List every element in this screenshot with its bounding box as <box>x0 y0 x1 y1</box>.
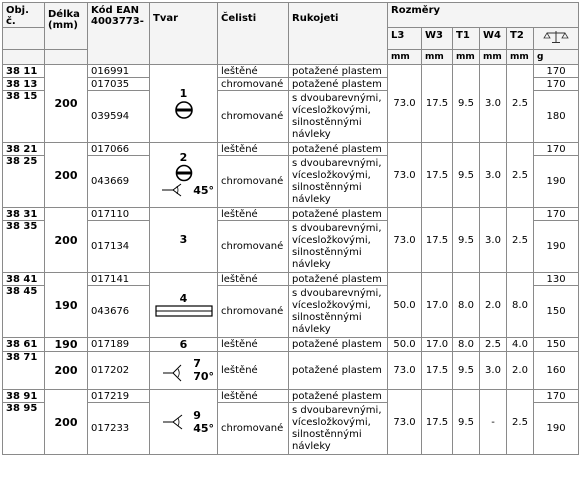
shape-number: 9 <box>193 408 201 422</box>
dim-t2: 2.5 <box>507 208 534 273</box>
dim-t1: 9.5 <box>453 65 480 143</box>
dim-t1: 8.0 <box>453 338 480 352</box>
dim-t1: 9.5 <box>453 352 480 390</box>
dim-t2: 2.0 <box>507 352 534 390</box>
obj-number: 38 31 <box>3 208 45 221</box>
ean-code: 017233 <box>88 403 150 455</box>
jaws-finish: leštěné <box>218 273 289 286</box>
obj-number: 38 35 <box>3 221 45 273</box>
handles-type: s dvoubarevnými, vícesložkovými, silnostěnnými návleky <box>289 91 388 143</box>
jaws-finish: chromované <box>218 78 289 91</box>
dim-l3: 50.0 <box>388 273 422 338</box>
dim-w4: - <box>480 390 507 455</box>
jaws-finish: chromované <box>218 156 289 208</box>
angle-icon <box>162 411 184 433</box>
dim-w4: 3.0 <box>480 352 507 390</box>
jaws-finish: leštěné <box>218 352 289 390</box>
header-rozmery: Rozměry <box>388 3 579 28</box>
dim-t2: 4.0 <box>507 338 534 352</box>
angle-icon <box>162 360 184 382</box>
obj-number: 38 61 <box>3 338 45 352</box>
length-value: 200 <box>45 390 88 455</box>
unit-w3: mm <box>422 50 453 65</box>
angle-icon <box>161 182 183 198</box>
table-row <box>3 338 579 352</box>
ean-code: 017189 <box>88 338 150 352</box>
dim-t1: 9.5 <box>453 208 480 273</box>
dim-l3: 50.0 <box>388 338 422 352</box>
dim-t1: 8.0 <box>453 273 480 338</box>
obj-number: 38 95 <box>3 403 45 455</box>
ean-code: 017066 <box>88 143 150 156</box>
length-value: 200 <box>45 143 88 208</box>
handles-type: s dvoubarevnými, vícesložkovými, silnostěnnými návleky <box>289 156 388 208</box>
handles-type: potažené plastem <box>289 352 388 390</box>
handles-type: potažené plastem <box>289 65 388 78</box>
handles-type: potažené plastem <box>289 208 388 221</box>
unit-weight: g <box>534 50 579 65</box>
dim-l3: 73.0 <box>388 65 422 143</box>
dim-w3: 17.5 <box>422 352 453 390</box>
dim-w3: 17.5 <box>422 208 453 273</box>
weight-value: 190 <box>534 221 579 273</box>
ean-code: 043676 <box>88 286 150 338</box>
circle-slot-icon <box>174 164 194 182</box>
weight-value: 170 <box>534 78 579 91</box>
shape-number: 1 <box>179 86 188 100</box>
weight-value: 150 <box>534 286 579 338</box>
handles-type: potažené plastem <box>289 273 388 286</box>
shape-cell <box>150 390 218 455</box>
dim-l3: 73.0 <box>388 352 422 390</box>
dim-t2: 2.5 <box>507 143 534 208</box>
dim-w3: 17.0 <box>422 273 453 338</box>
jaws-finish: leštěné <box>218 338 289 352</box>
dim-l3: 73.0 <box>388 143 422 208</box>
header-dim-w4: W4 <box>480 28 507 50</box>
shape-angle: 45° <box>193 183 214 197</box>
handles-type: potažené plastem <box>289 338 388 352</box>
ean-code: 017219 <box>88 390 150 403</box>
header-dim-l3: L3 <box>388 28 422 50</box>
jaws-finish: chromované <box>218 403 289 455</box>
weight-value: 170 <box>534 143 579 156</box>
length-value: 200 <box>45 65 88 143</box>
shape-cell <box>150 352 218 390</box>
jaws-finish: leštěné <box>218 143 289 156</box>
dim-t2: 2.5 <box>507 65 534 143</box>
ean-code: 016991 <box>88 65 150 78</box>
table-row <box>3 143 579 156</box>
handles-type: potažené plastem <box>289 390 388 403</box>
dim-w3: 17.5 <box>422 390 453 455</box>
dim-w4: 2.5 <box>480 338 507 352</box>
shape-number: 6 <box>179 337 188 351</box>
weight-value: 170 <box>534 65 579 78</box>
shape-cell <box>150 65 218 143</box>
handles-type: potažené plastem <box>289 143 388 156</box>
dim-t1: 9.5 <box>453 390 480 455</box>
unit-t1: mm <box>453 50 480 65</box>
ean-code: 017134 <box>88 221 150 273</box>
header-dim-t2: T2 <box>507 28 534 50</box>
jaws-finish: leštěné <box>218 65 289 78</box>
dim-t2: 8.0 <box>507 273 534 338</box>
weight-value: 170 <box>534 208 579 221</box>
header-delka-filler <box>45 50 88 65</box>
unit-w4: mm <box>480 50 507 65</box>
jaws-finish: chromované <box>218 286 289 338</box>
table-row <box>3 390 579 403</box>
dim-w3: 17.5 <box>422 143 453 208</box>
header-rukojeti: Rukojeti <box>289 3 388 65</box>
header-dim-t1: T1 <box>453 28 480 50</box>
length-value: 190 <box>45 273 88 338</box>
weight-value: 180 <box>534 91 579 143</box>
ean-code: 039594 <box>88 91 150 143</box>
handles-type: s dvoubarevnými, vícesložkovými, silnostěnnými návleky <box>289 403 388 455</box>
ean-code: 017035 <box>88 78 150 91</box>
ean-code: 043669 <box>88 156 150 208</box>
handles-type: potažené plastem <box>289 78 388 91</box>
header-dim-w3: W3 <box>422 28 453 50</box>
obj-number: 38 71 <box>3 352 45 390</box>
jaws-finish: leštěné <box>218 208 289 221</box>
shape-number: 2 <box>179 151 188 164</box>
shape-cell <box>150 273 218 338</box>
dim-w4: 3.0 <box>480 208 507 273</box>
length-value: 200 <box>45 208 88 273</box>
shape-number: 7 <box>193 357 201 370</box>
weight-value: 130 <box>534 273 579 286</box>
shape-cell <box>150 338 218 352</box>
shape-number: 4 <box>179 292 188 305</box>
header-ean: Kód EAN 4003773- <box>88 3 150 65</box>
unit-l3: mm <box>388 50 422 65</box>
table-row <box>3 65 579 78</box>
product-spec-table <box>2 2 579 455</box>
header-celisti: Čelisti <box>218 3 289 65</box>
header-obj: Obj. č. <box>3 3 45 28</box>
header-obj-filler-2 <box>3 50 45 65</box>
weight-value: 150 <box>534 338 579 352</box>
weight-value: 170 <box>534 390 579 403</box>
dim-l3: 73.0 <box>388 390 422 455</box>
weight-value: 190 <box>534 156 579 208</box>
shape-cell <box>150 208 218 273</box>
table-row <box>3 352 579 390</box>
length-value: 200 <box>45 352 88 390</box>
obj-number: 38 41 <box>3 273 45 286</box>
table-row <box>3 273 579 286</box>
dim-w4: 2.0 <box>480 273 507 338</box>
header-delka: Délka (mm) <box>45 3 88 50</box>
obj-number: 38 15 <box>3 91 45 143</box>
unit-t2: mm <box>507 50 534 65</box>
weight-value: 160 <box>534 352 579 390</box>
dim-w3: 17.5 <box>422 65 453 143</box>
obj-number: 38 11 <box>3 65 45 78</box>
handles-type: s dvoubarevnými, vícesložkovými, silnostěnnými návleky <box>289 221 388 273</box>
obj-number: 38 45 <box>3 286 45 338</box>
shape-number: 3 <box>179 233 188 246</box>
dim-w4: 3.0 <box>480 65 507 143</box>
ean-code: 017141 <box>88 273 150 286</box>
dim-l3: 73.0 <box>388 208 422 273</box>
dim-t2: 2.5 <box>507 390 534 455</box>
obj-number: 38 13 <box>3 78 45 91</box>
dim-w4: 3.0 <box>480 143 507 208</box>
ean-code: 017110 <box>88 208 150 221</box>
shape-angle: 70° <box>193 370 214 383</box>
shape-angle: 45° <box>193 421 214 435</box>
dim-t1: 9.5 <box>453 143 480 208</box>
circle-slot-icon <box>174 100 194 120</box>
jaws-finish: leštěné <box>218 390 289 403</box>
ean-code: 017202 <box>88 352 150 390</box>
header-obj-filler <box>3 28 45 50</box>
scale-icon <box>534 28 579 50</box>
table-row <box>3 208 579 221</box>
obj-number: 38 91 <box>3 390 45 403</box>
obj-number: 38 25 <box>3 156 45 208</box>
jaws-finish: chromované <box>218 91 289 143</box>
length-value: 190 <box>45 338 88 352</box>
product-spec-table-wrapper <box>2 2 578 455</box>
obj-number: 38 21 <box>3 143 45 156</box>
jaws-finish: chromované <box>218 221 289 273</box>
shape-cell <box>150 143 218 208</box>
dim-w3: 17.0 <box>422 338 453 352</box>
header-tvar: Tvar <box>150 3 218 65</box>
weight-value: 190 <box>534 403 579 455</box>
flat-bar-icon <box>155 305 213 317</box>
handles-type: s dvoubarevnými, vícesložkovými, silnostěnnými návleky <box>289 286 388 338</box>
